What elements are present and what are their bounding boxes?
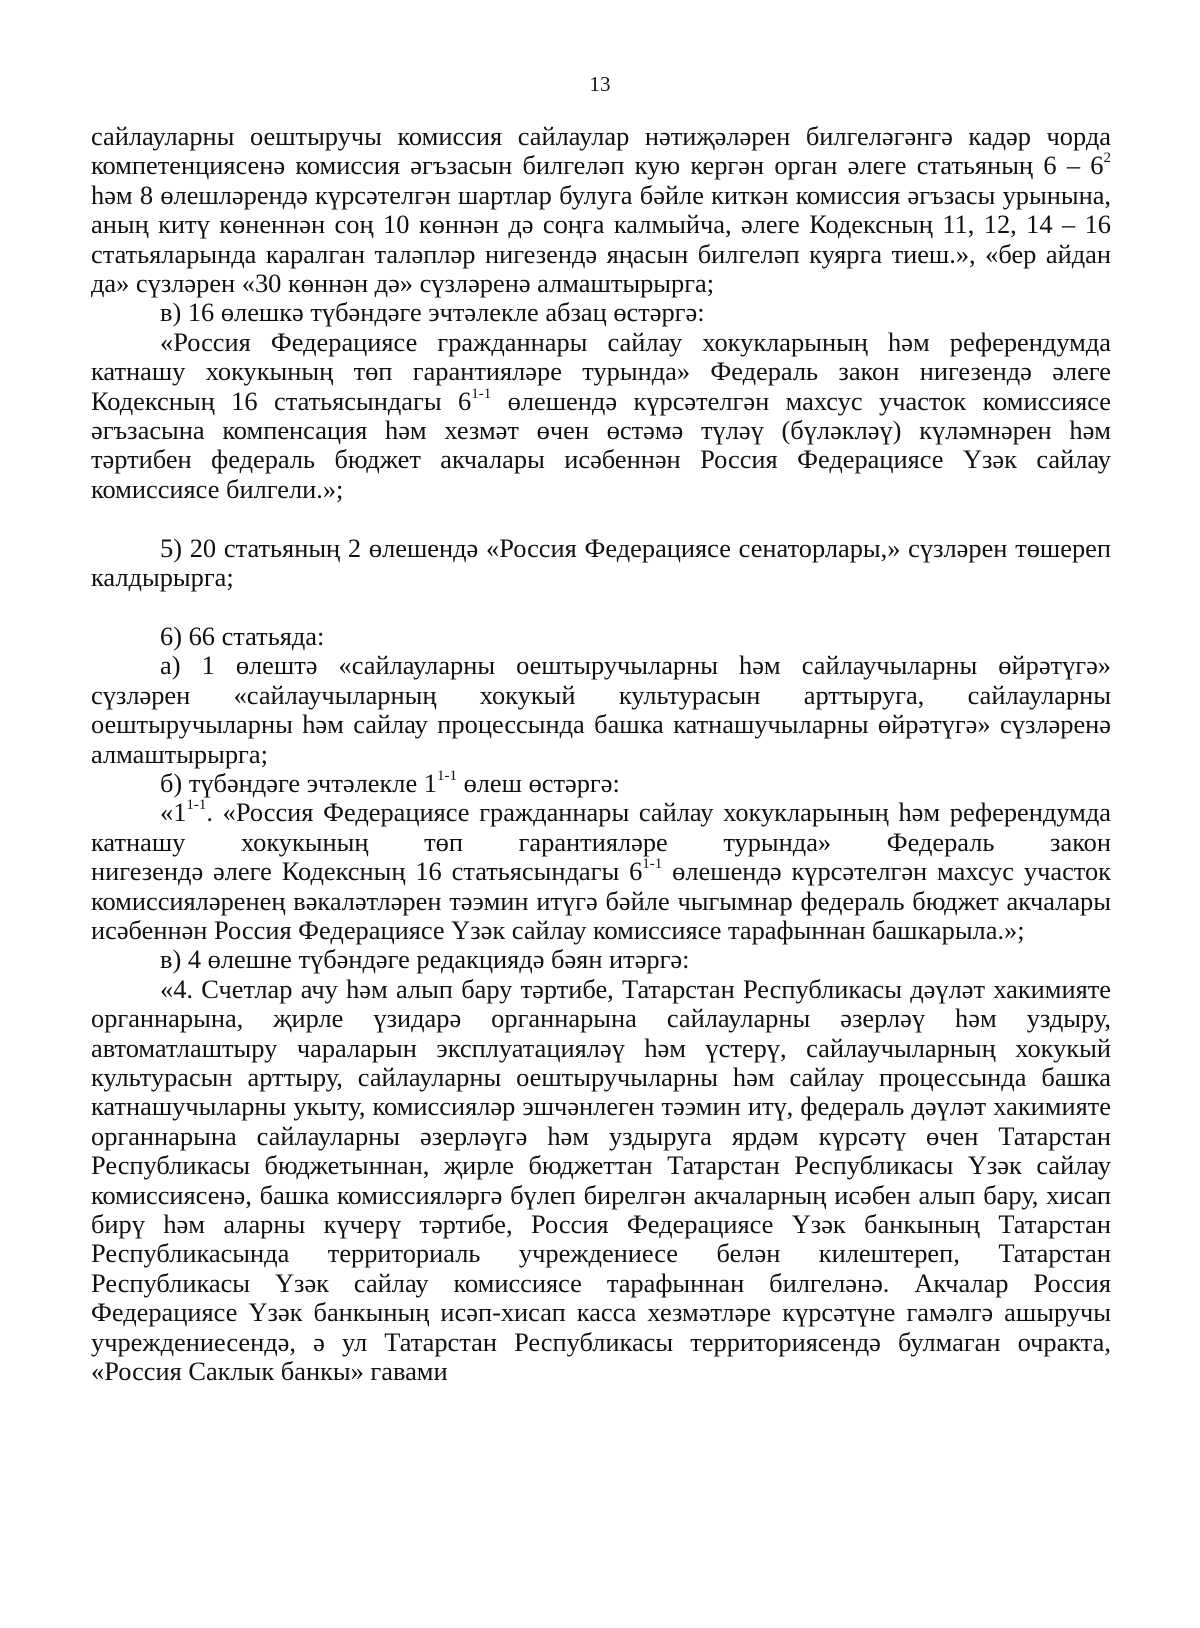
superscript: 1-1	[436, 767, 457, 784]
paragraph-9: в) 4 өлешне түбәндәге редакциядә бәян итәргә:	[160, 944, 690, 975]
superscript: 1-1	[471, 385, 492, 402]
superscript: 2	[1103, 150, 1111, 167]
paragraph-7: б) түбәндәге эчтәлекле 1$^{1-1}$ өлеш өстәргә:	[160, 767, 620, 798]
paragraph-10: «4. Счетлар ачу һәм алып бару тәртибе, Татарстан Республикасы дәүләт хакимияте органнарына, җирле үзидарә органнарына сайлауларны әзерләү һәм уздыру, автоматлаштыру чараларын эксплуатацияләү һәм үстерү, сайлаучыларның хокукый культурасын арттыру, сайлауларны оештыручыларны һәм сайлау процессында башка катнашучыларны укыту, комиссияләр эшчәнлеген тәэмин итү, федераль дәүләт хакимияте органнарына сайлауларны әзерләүгә һәм уздыруга ярдәм күрсәтү өчен Татарстан Республикасы бюджетыннан, җирле бюджеттан Татарстан Республикасы Үзәк сайлау комиссиясенә, башка комиссияләргә бүлеп бирелгән акчаларның исәбен алып бару, хисап бирү һәм аларны күчерү тәртибе, Россия Федерациясе Үзәк банкының Татарстан Республикасында территориаль учреждениесе белән килештереп, Татарстан Республикасы Үзәк сайлау комиссиясе тарафыннан билгеләнә. Акчалар Россия Федерациясе Үзәк банкының исәп-хисап касса хезмәтләре күрсәтүне гамәлгә ашыручы учреждениесендә, ә ул Татарстан Республикасы территориясендә булмаган очракта, «Россия Саклык банкы» гавами	[91, 973, 1111, 1387]
paragraph-3: «Россия Федерациясе гражданнары сайлау хокукларының һәм референдумда катнашу хокукының төп гарантияләре турында» Федераль закон нигезендә әлеге Кодексның 16 статьясындагы 6$^{1-1}$ өлешендә күрсәтелгән махсус участок комиссиясе әгъзасына компенсация һәм хезмәт өчен өстәмә түләү (бүләкләү) күләмнәрен һәм тәртибен федераль бюджет акчалары исәбеннән Россия Федерациясе Үзәк сайлау комиссиясе билгели.»;	[91, 326, 1112, 504]
superscript: 1-1	[186, 797, 207, 814]
paragraph-1: сайлауларны оештыручы комиссия сайлаулар нәтиҗәләрен билгеләгәнгә кадәр чорда компетенциясенә комиссия әгъзасын билгеләп кую кергән орган әлеге статьяның $6 - 6^2$ һәм 8 өлешләрендә күрсәтелгән шартлар булуга бәйле киткән комиссия әгъзасы урынына, аның китү көненнән соң 10 көннән дә соңга калмыйча, әлеге Кодексның 11, 12, 14 – 16 статьяларында каралган таләпләр нигезендә яңасын билгеләп куярга тиеш.», «бер айдан да» сүзләрен «30 көннән дә» сүзләренә алмаштырырга;	[91, 121, 1112, 299]
paragraph-4: 5) 20 статьяның 2 өлешендә «Россия Федерациясе сенаторлары,» сүзләрен төшереп калдырырга;	[91, 532, 1111, 593]
paragraph-5: 6) 66 статьяда:	[160, 620, 325, 651]
superscript: 1-1	[642, 856, 663, 873]
paragraph-8: «1$^{1-1}$. «Россия Федерациясе гражданнары сайлау хокукларының һәм референдумда катнашу хокукының төп гарантияләре турында» Федераль закон нигезендә әлеге Кодексның 16 статьясындагы 6$^{1-1}$ өлешендә күрсәтелгән махсус участок комиссияләренең вәкаләтләрен тәэмин итүгә бәйле чыгымнар федераль бюджет акчалары исәбеннән Россия Федерациясе Үзәк сайлау комиссиясе тарафыннан башкарыла.»;	[91, 797, 1112, 945]
document-body	[91, 122, 1111, 1386]
paragraph-6: а) 1 өлештә «сайлауларны оештыручыларны һәм сайлаучыларны өйрәтүгә» сүзләрен «сайлаучыларның хокукый культурасын арттыруга, сайлауларны оештыручыларны һәм сайлау процессында башка катнашучыларны өйрәтүгә» сүзләренә алмаштырырга;	[91, 650, 1111, 769]
page-number: 13	[589, 72, 611, 96]
paragraph-2: в) 16 өлешкә түбәндәге эчтәлекле абзац өстәргә:	[160, 297, 705, 328]
